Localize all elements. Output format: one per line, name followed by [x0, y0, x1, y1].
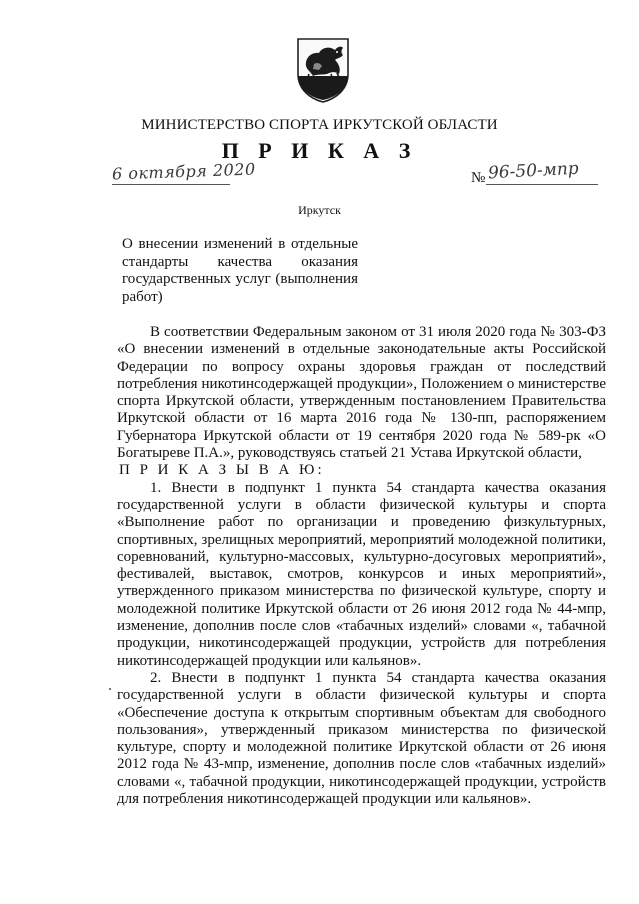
coat-of-arms-icon — [295, 36, 351, 104]
item-2-paragraph: 2. Внести в подпункт 1 пункта 54 стандарта качества оказания государственной услуги в области физической культуры и спорта «Обеспечение доступа к открытым спортивным объектам для свободного пользования», утвержденный приказом министерства по физической культуре, спорту и молодежной политике Иркутской области от 26 июня 2012 года № 43-мпр, изменение, дополнив после слов «табачных изделий» словами «, табачной продукции, никотинсодержащей продукции, устройств для потребления никотинсодержащей продукции или кальянов». — [117, 669, 606, 808]
prikazyvayu-heading: П Р И К А З Ы В А Ю: — [119, 462, 325, 479]
ministry-name: МИНИСТЕРСТВО СПОРТА ИРКУТСКОЙ ОБЛАСТИ — [141, 117, 498, 133]
order-number-sign: № — [471, 170, 486, 186]
order-title: П Р И К А З — [221, 138, 418, 163]
order-number-handwritten: 96-50-мпр — [487, 158, 580, 184]
order-body — [117, 324, 606, 808]
number-underline — [486, 184, 598, 185]
order-date-handwritten: 6 октября 2020 — [111, 159, 256, 184]
date-underline — [112, 184, 230, 185]
item-1-paragraph: 1. Внести в подпункт 1 пункта 54 стандарта качества оказания государственной услуги в области физической культуры и спорта «Выполнение работ по организации и проведению физкультурных, спортивных, зрелищных мероприятий, мероприятий молодежной политики, соревнований, культурно-массовых, культурно-досуговых мероприятий», фестивалей, выставок, смотров, конкурсов и иных мероприятий», утвержденного приказом министерства по физической культуре, спорту и молодежной политике Иркутской области от 26 июня 2012 года № 44-мпр, изменение, дополнив после слов «табачных изделий» словами «, табачной продукции, никотинсодержащей продукции, устройств для потребления никотинсодержащей продукции или кальянов». — [117, 479, 606, 669]
city-name: Иркутск — [298, 203, 341, 217]
order-subject: О внесении изменений в отдельные стандарты качества оказания государственных услуг (выполнения работ) — [122, 236, 358, 305]
scan-speck — [109, 688, 111, 690]
preamble-paragraph: В соответствии Федеральным законом от 31 июля 2020 года № 303-ФЗ «О внесении изменений в отдельные законодательные акты Российской Федерации по вопросу охраны здоровья граждан от последствий потребления никотинсодержащей продукции», Положением о министерстве спорта Иркутской области, утвержденным постановлением Правительства Иркутской области от 16 марта 2016 года № 130-пп, распоряжением Губернатора Иркутской области от 19 сентября 2020 года № 589-рк «О Богатыреве П.А.», руководствуясь статьей 21 Устава Иркутской области, — [117, 324, 606, 462]
